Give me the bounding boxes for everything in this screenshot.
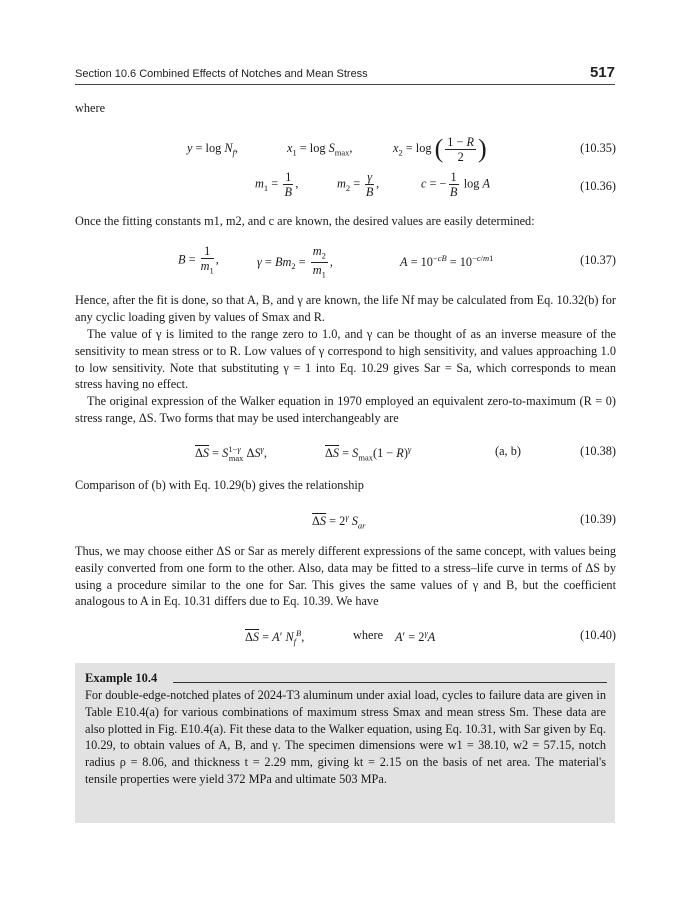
- equation-10-37: B = $\frac{1}{m_1}$ , $\gamma = Bm_2$ = $\frac{m_2}{m_1}$ , $A = 10^{-cB} = 10^{-c/m1}$ (10.37): [178, 244, 616, 280]
- equation-10-36: $m_1$ = $\frac{1}{B}$ , $m_2$ = $\frac{\gamma}{B}$ , c = − $\frac{1}{B}$ log A (10.36): [255, 170, 616, 199]
- page-header: [75, 60, 615, 85]
- equation-number: (10.40): [580, 628, 616, 642]
- equation-number: (10.36): [580, 179, 616, 193]
- section-title: Section 10.6 Combined Effects of Notches and Mean Stress: [75, 68, 368, 80]
- equation-number: (10.39): [580, 512, 616, 526]
- example-body: For double-edge-notched plates of 2024-T3 aluminum under axial load, cycles to failure data are given in Table E10.4(a) for various combinations of maximum stress Smax and mean stress Sm. These data are also plotted in Fig. E10.4(a). Fit these data to the Walker equation, using Eq. 10.31, with Sar given by Eq. 10.29, to obtain values of A, B, and γ. The specimen dimensions were w1 = 38.10, w2 = 57.15, notch radius ρ = 8.06, and thickness t = 2.29 mm, giving kt = 2.15 on the basis of net area. The material's tensile properties were yield 372 MPa and ultimate 503 MPa.: [85, 688, 606, 786]
- equation-10-40: ΔS = A′ $N_f^B$, where $A' = 2^\gamma A$ (10.40): [245, 628, 616, 647]
- example-rule: [173, 682, 607, 683]
- paragraph-hence: Hence, after the fit is done, so that A, B, and γ are known, the life Nf may be calculated from Eq. 10.32(b) for any cyclic loading given by values of Smax and R.: [75, 293, 616, 324]
- paragraph-value: The value of γ is limited to the range zero to 1.0, and γ can be thought of as an inverse measure of the sensitivity to mean stress or to R. Low values of γ correspond to high sensitivity, and values approaching 1.0 to low sensitivity. Note that substituting γ = 1 into Eq. 10.29 gives Sar = Sa, which corresponds to mean stress having no effect.: [75, 327, 616, 392]
- paragraph-original: The original expression of the Walker equation in 1970 employed an equivalent zero-to-maximum (R = 0) stress range, ΔS. Two forms that may be used interchangeably are: [75, 394, 616, 425]
- equation-label: (a, b): [495, 444, 521, 458]
- where-label: where: [353, 628, 384, 642]
- where-text: where: [75, 101, 106, 115]
- example-title: Example 10.4: [85, 671, 158, 685]
- paragraph-comparison: Comparison of (b) with Eq. 10.29(b) gives the relationship: [75, 478, 364, 492]
- paragraph-thus: Thus, we may choose either ΔS or Sar as merely different expressions of the same concept, with values being easily converted from one form to the other. Also, data may be fitted to a stress–life curve in terms of ΔS by using a procedure similar to the one for Sar. This gives the same values of γ and B, but the coefficient analogous to A in Eq. 10.31 differs due to Eq. 10.39. We have: [75, 544, 616, 609]
- equation-number: (10.38): [580, 444, 616, 458]
- equation-10-35: $y = \log N_f$, $x_1 = \log S_{max}$, $x_2 = \log$ ( $\frac{1 - R}{2}$ ) (10.35): [187, 134, 616, 164]
- equation-10-38: $\Delta S = S^{1-\gamma}_{max}$ $\Delta S^\gamma$, $\Delta S = S_{max}(1 - R)^\gamma$ (a, b) (10.38): [195, 444, 616, 463]
- equation-10-39: $\Delta S = 2^\gamma$ $S_{ar}$ (10.39): [312, 512, 616, 531]
- page-number: 517: [589, 64, 615, 81]
- paragraph-once: Once the fitting constants m1, m2, and c are known, the desired values are easily determined:: [75, 214, 535, 228]
- equation-number: (10.37): [580, 253, 616, 267]
- example-box: [75, 663, 615, 823]
- equation-number: (10.35): [580, 141, 616, 155]
